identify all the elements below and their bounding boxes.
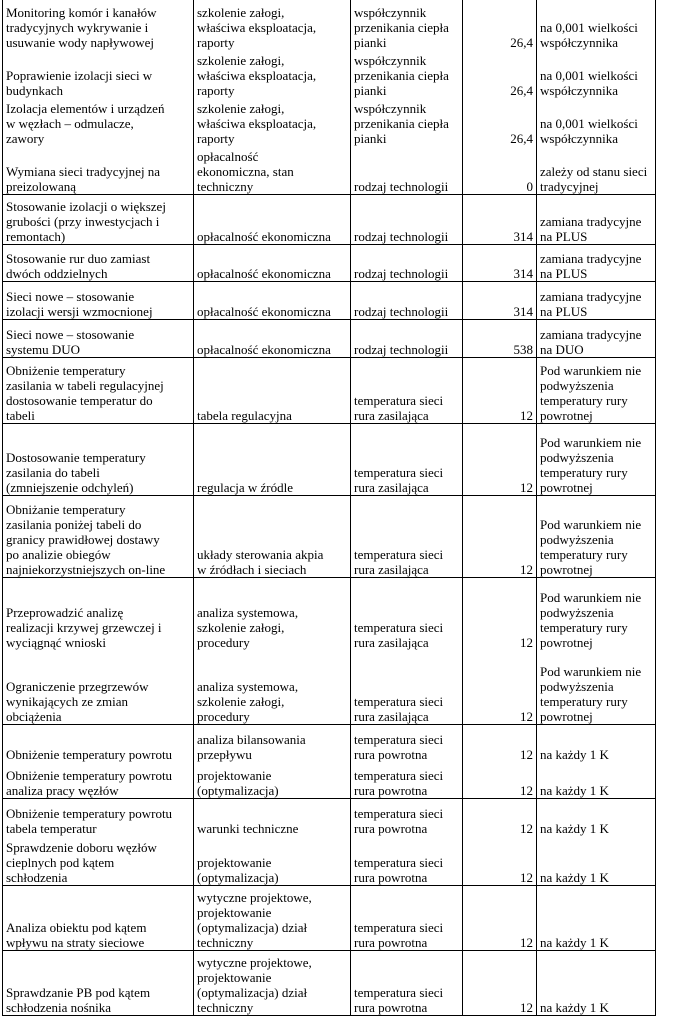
note-cell: Pod warunkiem nie podwyższenia temperatury rury powrotnej bbox=[537, 357, 656, 423]
measure-cell: Dostosowanie temperatury zasilania do tabeli (zmniejszenie odchyleń) bbox=[3, 423, 194, 495]
note-cell: Pod warunkiem nie podwyższenia temperatury rury powrotnej bbox=[537, 577, 656, 650]
note-cell: na każdy 1 K bbox=[537, 885, 656, 950]
note-cell: na każdy 1 K bbox=[537, 798, 656, 836]
tool-cell: regulacja w źródle bbox=[194, 423, 351, 495]
value-cell: 314 bbox=[463, 281, 537, 319]
indicator-cell: temperatura sieci rura powrotna bbox=[351, 885, 463, 950]
tool-cell: projektowanie (optymalizacja) bbox=[194, 762, 351, 798]
measure-cell: Stosowanie izolacji o większej grubości (przy inwestycjach i remontach) bbox=[3, 194, 194, 244]
value-cell: 12 bbox=[463, 836, 537, 885]
value-cell: 12 bbox=[463, 798, 537, 836]
tool-cell: wytyczne projektowe, projektowanie (optymalizacja) dział techniczny bbox=[194, 885, 351, 950]
value-cell: 0 bbox=[463, 146, 537, 194]
note-cell: na 0,001 wielkości współczynnika bbox=[537, 50, 656, 98]
tool-cell: opłacalność ekonomiczna bbox=[194, 319, 351, 357]
value-cell: 538 bbox=[463, 319, 537, 357]
measure-cell: Analiza obiektu pod kątem wpływu na straty sieciowe bbox=[3, 885, 194, 950]
measure-cell: Obniżanie temperatury zasilania poniżej tabeli do granicy prawidłowej dostawy po analizie obiegów najniekorzystniejszych on-line bbox=[3, 495, 194, 577]
note-cell: na każdy 1 K bbox=[537, 836, 656, 885]
tool-cell: układy sterowania akpia w źródłach i sieciach bbox=[194, 495, 351, 577]
measure-cell: Poprawienie izolacji sieci w budynkach bbox=[3, 50, 194, 98]
indicator-cell: temperatura sieci rura powrotna bbox=[351, 762, 463, 798]
indicator-cell: rodzaj technologii bbox=[351, 146, 463, 194]
note-cell: na 0,001 wielkości współczynnika bbox=[537, 98, 656, 146]
tool-cell: opłacalność ekonomiczna, stan techniczny bbox=[194, 146, 351, 194]
indicator-cell: temperatura sieci rura powrotna bbox=[351, 950, 463, 1015]
value-cell: 12 bbox=[463, 762, 537, 798]
indicator-cell: temperatura sieci rura powrotna bbox=[351, 798, 463, 836]
value-cell: 12 bbox=[463, 577, 537, 650]
measure-cell: Stosowanie rur duo zamiast dwóch oddzielnych bbox=[3, 244, 194, 281]
indicator-cell: rodzaj technologii bbox=[351, 244, 463, 281]
indicator-cell: rodzaj technologii bbox=[351, 281, 463, 319]
value-cell: 12 bbox=[463, 495, 537, 577]
indicator-cell: współczynnik przenikania ciepła pianki bbox=[351, 0, 463, 50]
indicator-cell: temperatura sieci rura zasilająca bbox=[351, 495, 463, 577]
value-cell: 26,4 bbox=[463, 0, 537, 50]
indicator-cell: temperatura sieci rura zasilająca bbox=[351, 423, 463, 495]
tool-cell: szkolenie załogi, właściwa eksploatacja, raporty bbox=[194, 50, 351, 98]
measure-cell: Obniżenie temperatury zasilania w tabeli regulacyjnej dostosowanie temperatur do tabeli bbox=[3, 357, 194, 423]
note-cell: zamiana tradycyjne na PLUS bbox=[537, 194, 656, 244]
measure-cell: Obniżenie temperatury powrotu bbox=[3, 724, 194, 762]
tool-cell: analiza systemowa, szkolenie załogi, procedury bbox=[194, 650, 351, 724]
value-cell: 26,4 bbox=[463, 98, 537, 146]
value-cell: 314 bbox=[463, 244, 537, 281]
tool-cell: opłacalność ekonomiczna bbox=[194, 194, 351, 244]
indicator-cell: temperatura sieci rura zasilająca bbox=[351, 650, 463, 724]
measure-cell: Ograniczenie przegrzewów wynikających ze zmian obciążenia bbox=[3, 650, 194, 724]
indicator-cell: rodzaj technologii bbox=[351, 194, 463, 244]
value-cell: 12 bbox=[463, 724, 537, 762]
value-cell: 12 bbox=[463, 885, 537, 950]
indicator-cell: temperatura sieci rura powrotna bbox=[351, 724, 463, 762]
tool-cell: szkolenie załogi, właściwa eksploatacja, raporty bbox=[194, 0, 351, 50]
tool-cell: tabela regulacyjna bbox=[194, 357, 351, 423]
tool-cell: wytyczne projektowe, projektowanie (optymalizacja) dział techniczny bbox=[194, 950, 351, 1015]
indicator-cell: temperatura sieci rura zasilająca bbox=[351, 577, 463, 650]
note-cell: Pod warunkiem nie podwyższenia temperatury rury powrotnej bbox=[537, 650, 656, 724]
note-cell: na każdy 1 K bbox=[537, 762, 656, 798]
tool-cell: szkolenie załogi, właściwa eksploatacja, raporty bbox=[194, 98, 351, 146]
note-cell: zamiana tradycyjne na PLUS bbox=[537, 244, 656, 281]
tool-cell: analiza systemowa, szkolenie załogi, procedury bbox=[194, 577, 351, 650]
note-cell: zależy od stanu sieci tradycyjnej bbox=[537, 146, 656, 194]
measure-cell: Monitoring komór i kanałów tradycyjnych wykrywanie i usuwanie wody napływowej bbox=[3, 0, 194, 50]
note-cell: zamiana tradycyjne na PLUS bbox=[537, 281, 656, 319]
measure-cell: Przeprowadzić analizę realizacji krzywej grzewczej i wyciągnąć wnioski bbox=[3, 577, 194, 650]
measure-cell: Obniżenie temperatury powrotu analiza pracy węzłów bbox=[3, 762, 194, 798]
note-cell: na 0,001 wielkości współczynnika bbox=[537, 0, 656, 50]
measure-cell: Sprawdzenie doboru węzłów cieplnych pod kątem schłodzenia bbox=[3, 836, 194, 885]
tool-cell: opłacalność ekonomiczna bbox=[194, 281, 351, 319]
measure-cell: Sieci nowe – stosowanie izolacji wersji wzmocnionej bbox=[3, 281, 194, 319]
note-cell: Pod warunkiem nie podwyższenia temperatury rury powrotnej bbox=[537, 423, 656, 495]
indicator-cell: rodzaj technologii bbox=[351, 319, 463, 357]
note-cell: Pod warunkiem nie podwyższenia temperatury rury powrotnej bbox=[537, 495, 656, 577]
value-cell: 26,4 bbox=[463, 50, 537, 98]
tool-cell: projektowanie (optymalizacja) bbox=[194, 836, 351, 885]
measures-table bbox=[2, 0, 656, 1016]
value-cell: 12 bbox=[463, 357, 537, 423]
measure-cell: Izolacja elementów i urządzeń w węzłach – odmulacze, zawory bbox=[3, 98, 194, 146]
measure-cell: Obniżenie temperatury powrotu tabela temperatur bbox=[3, 798, 194, 836]
measure-cell: Sprawdzanie PB pod kątem schłodzenia nośnika bbox=[3, 950, 194, 1015]
value-cell: 12 bbox=[463, 950, 537, 1015]
value-cell: 314 bbox=[463, 194, 537, 244]
tool-cell: opłacalność ekonomiczna bbox=[194, 244, 351, 281]
value-cell: 12 bbox=[463, 650, 537, 724]
indicator-cell: temperatura sieci rura powrotna bbox=[351, 836, 463, 885]
indicator-cell: współczynnik przenikania ciepła pianki bbox=[351, 98, 463, 146]
note-cell: zamiana tradycyjne na DUO bbox=[537, 319, 656, 357]
note-cell: na każdy 1 K bbox=[537, 950, 656, 1015]
tool-cell: warunki techniczne bbox=[194, 798, 351, 836]
note-cell: na każdy 1 K bbox=[537, 724, 656, 762]
indicator-cell: współczynnik przenikania ciepła pianki bbox=[351, 50, 463, 98]
value-cell: 12 bbox=[463, 423, 537, 495]
indicator-cell: temperatura sieci rura zasilająca bbox=[351, 357, 463, 423]
measure-cell: Sieci nowe – stosowanie systemu DUO bbox=[3, 319, 194, 357]
tool-cell: analiza bilansowania przepływu bbox=[194, 724, 351, 762]
measure-cell: Wymiana sieci tradycyjnej na preizolowaną bbox=[3, 146, 194, 194]
